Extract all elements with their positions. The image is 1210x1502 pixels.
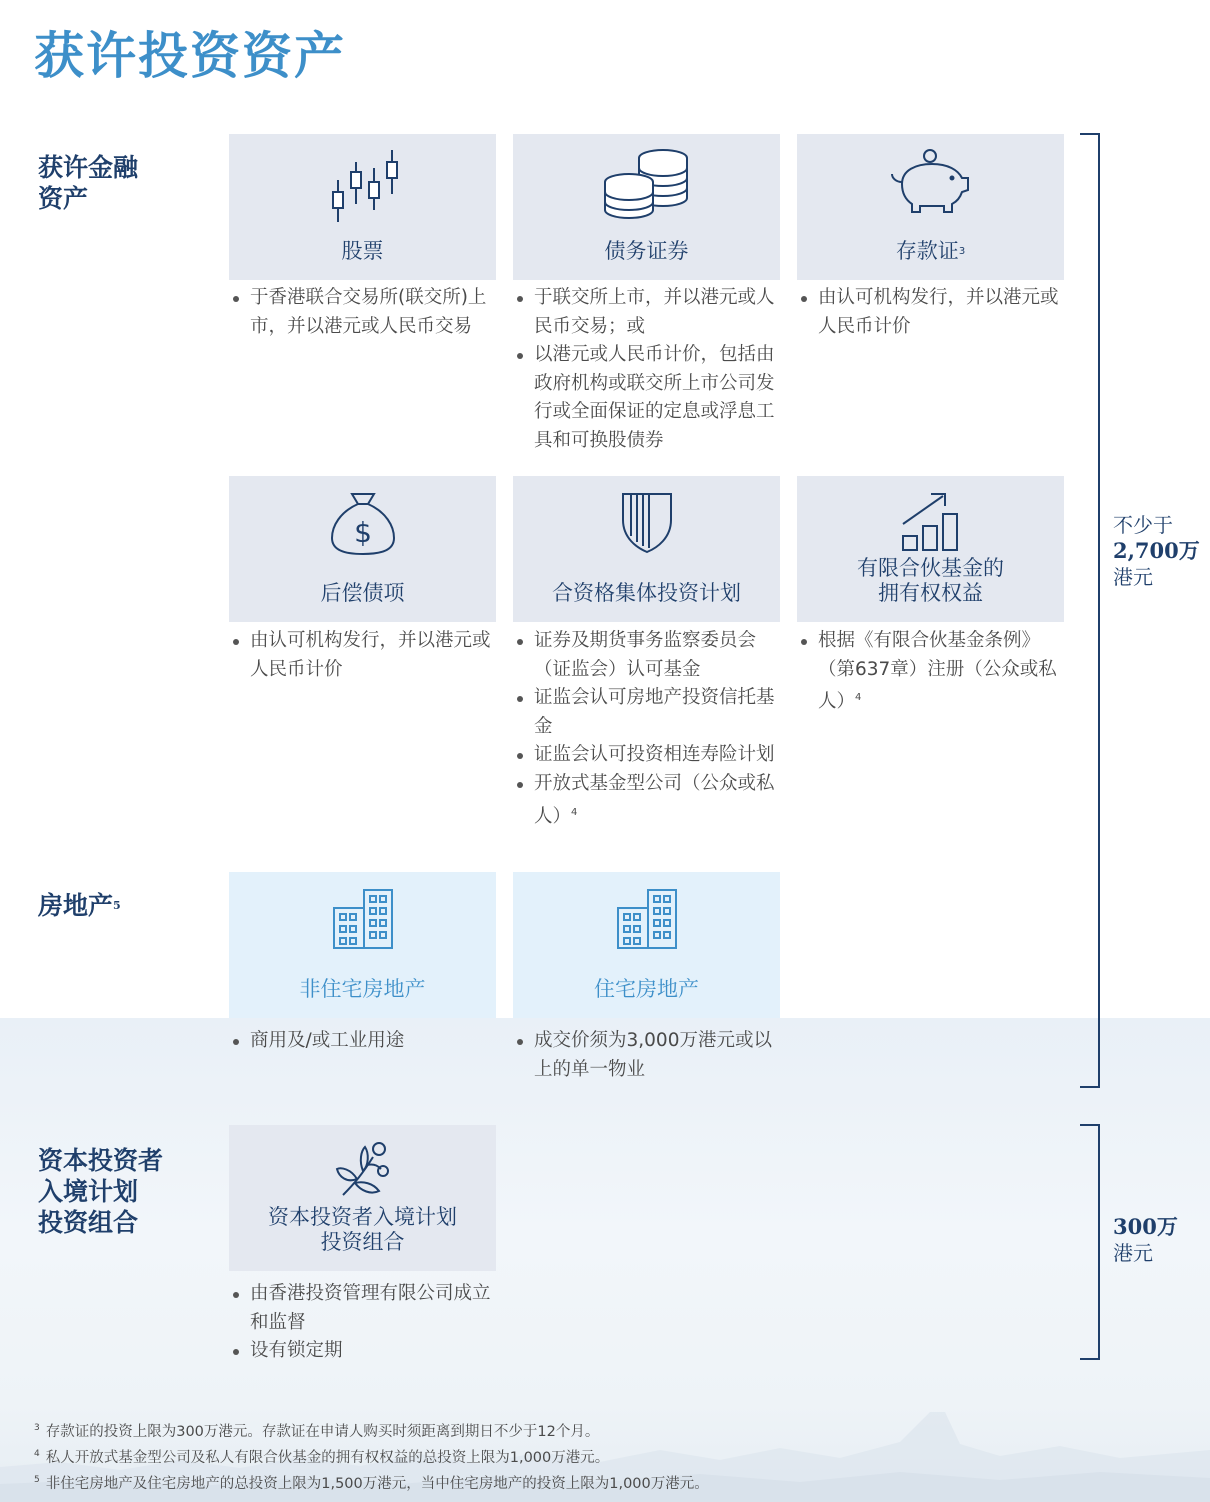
section-label-real-estate xyxy=(38,890,121,921)
building-icon xyxy=(229,886,496,952)
card-residential-real-estate xyxy=(513,872,780,1018)
cis-criteria-list xyxy=(515,627,777,831)
cd-criteria-list xyxy=(799,284,1061,341)
debt-securities-criteria-list xyxy=(515,284,777,456)
list-item: 由认可机构发行，并以港元或人民币计价 xyxy=(799,284,1061,341)
list-item: 由认可机构发行，并以港元或人民币计价 xyxy=(231,627,493,684)
footnote-mark: 3 xyxy=(34,1423,40,1433)
footnote xyxy=(34,1469,1174,1495)
card-title xyxy=(797,239,1064,264)
list-item: 证券及期货事务监察委员会（证监会）认可基金 xyxy=(515,627,777,684)
bracket-amount: 2,700万 xyxy=(1113,538,1200,563)
card-title: 债务证券 xyxy=(604,239,689,263)
footnote-text: 私人开放式基金型公司及私人有限合伙基金的拥有权权益的总投资上限为1,000万港元。 xyxy=(45,1450,610,1467)
subordinated-debt-criteria-list xyxy=(231,627,493,684)
footnote-ref: 4 xyxy=(571,806,578,818)
card-limited-partnership-fund-interests xyxy=(797,476,1064,622)
list-item: 成交价须为3,000万港元或以上的单一物业 xyxy=(515,1027,777,1084)
growth-chart-icon xyxy=(797,490,1064,554)
building-icon xyxy=(513,886,780,952)
card-title: 股票 xyxy=(341,239,384,263)
candlestick-chart-icon xyxy=(229,148,496,224)
list-item: 证监会认可房地产投资信托基金 xyxy=(515,684,777,741)
page-title: 获许投资资产 xyxy=(34,26,346,85)
minimum-investment-label xyxy=(1113,512,1200,590)
bracket-prefix: 不少于 xyxy=(1113,513,1173,537)
bracket-permissible-assets xyxy=(1080,133,1100,1088)
footnote xyxy=(34,1443,1174,1469)
footnote-ref: 4 xyxy=(855,692,862,704)
bracket-unit: 港元 xyxy=(1113,565,1153,589)
piggy-bank-icon xyxy=(797,148,1064,214)
list-item xyxy=(799,627,1061,717)
card-debt-securities xyxy=(513,134,780,280)
lpf-criteria-list xyxy=(799,627,1061,717)
list-item: 于联交所上市，并以港元或人民币交易；或 xyxy=(515,284,777,341)
list-item-text: 根据《有限合伙基金条例》（第637章）注册（公众或私人） xyxy=(818,630,1057,713)
list-item: 设有锁定期 xyxy=(231,1337,493,1366)
card-title: 合资格集体投资计划 xyxy=(552,581,741,605)
list-item xyxy=(515,770,777,831)
footnote-text: 非住宅房地产及住宅房地产的总投资上限为1,500万港元，当中住宅房地产的投资上限为1,000万港元。 xyxy=(45,1476,709,1493)
list-item: 商用及/或工业用途 xyxy=(231,1027,493,1056)
card-equities xyxy=(229,134,496,280)
list-item: 以港元或人民币计价，包括由政府机构或联交所上市公司发行或全面保证的定息或浮息工具和可换股债券 xyxy=(515,341,777,455)
money-bag-icon xyxy=(229,490,496,556)
card-title: 有限合伙基金的 拥有权权益 xyxy=(857,556,1004,605)
card-title: 资本投资者入境计划 投资组合 xyxy=(268,1205,457,1254)
card-title: 后偿债项 xyxy=(320,581,405,605)
list-item-text: 开放式基金型公司（公众或私人） xyxy=(534,772,775,827)
list-item: 于香港联合交易所(联交所)上市，并以港元或人民币交易 xyxy=(231,284,493,341)
footnote-text: 存款证的投资上限为300万港元。存款证在申请人购买时须距离到期日不少于12个月。 xyxy=(45,1423,600,1440)
card-certificates-of-deposit xyxy=(797,134,1064,280)
footnotes xyxy=(34,1417,1174,1496)
residential-criteria-list xyxy=(515,1027,777,1084)
footnote-ref: 5 xyxy=(113,899,121,912)
coin-stack-icon xyxy=(513,148,780,220)
footnote-mark: 5 xyxy=(34,1475,40,1486)
card-cies-investment-portfolio xyxy=(229,1125,496,1271)
list-item: 由香港投资管理有限公司成立和监督 xyxy=(231,1280,493,1337)
list-item: 证监会认可投资相连寿险计划 xyxy=(515,741,777,770)
non-residential-criteria-list xyxy=(231,1027,493,1056)
footnote-ref: 3 xyxy=(958,246,966,257)
card-subordinated-debt xyxy=(229,476,496,622)
card-title-text: 存款证 xyxy=(895,239,959,263)
bracket-unit: 港元 xyxy=(1113,1241,1153,1265)
footnote xyxy=(34,1417,1174,1443)
section-label-cies-portfolio: 资本投资者 入境计划 投资组合 xyxy=(38,1146,164,1237)
shield-icon xyxy=(513,490,780,554)
plant-icon xyxy=(229,1139,496,1199)
footnote-mark: 4 xyxy=(34,1449,40,1460)
equities-criteria-list xyxy=(231,284,493,341)
section-label-real-estate-text: 房地产 xyxy=(38,891,114,920)
svg-text:$: $ xyxy=(353,516,372,549)
cies-criteria-list xyxy=(231,1280,493,1366)
bracket-amount: 300万 xyxy=(1113,1214,1178,1239)
section-label-financial-assets: 获许金融 资产 xyxy=(38,153,139,213)
bracket-cies-portfolio xyxy=(1080,1124,1100,1360)
cies-investment-label xyxy=(1113,1214,1178,1266)
card-non-residential-real-estate xyxy=(229,872,496,1018)
card-title: 住宅房地产 xyxy=(594,977,699,1001)
card-title: 非住宅房地产 xyxy=(299,977,426,1001)
card-eligible-collective-investment-schemes xyxy=(513,476,780,622)
